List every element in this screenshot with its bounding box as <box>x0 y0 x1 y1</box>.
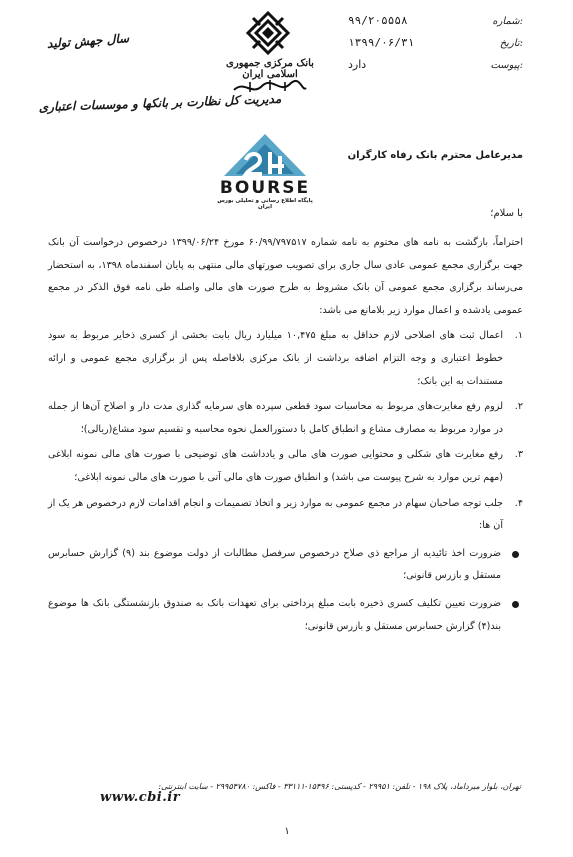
item-text: جلب توجه صاحبان سهام در مجمع عمومی به موارد زیر و اتخاذ تصمیمات و انجام اقدامات لازم درخصوص هر یک از آن ها: <box>48 497 503 532</box>
item-number: ۳. <box>514 449 523 461</box>
letter-attachment-row <box>348 58 523 80</box>
letter-attachment: دارد <box>348 58 367 71</box>
bourse-wordmark: BOURSE <box>219 178 311 198</box>
letter-body <box>48 232 523 638</box>
letter-date-row <box>348 36 523 58</box>
item-number: ۱. <box>514 330 523 342</box>
item-number: ۲. <box>514 401 523 413</box>
page-number: ۱ <box>284 826 290 837</box>
bullet-item <box>48 593 523 638</box>
item-text: رفع مغایرت های شکلی و محتوایی صورت های مالی و یادداشت های توضیحی با صورت های مالی نمونه ابلاغی (مهم ترین موارد به شرح پیوست می باشد) و انطباق صورت های مالی آتی با صورت های مالی نمونه ابلاغی؛ <box>48 449 503 483</box>
item-number: ۴. <box>514 497 523 509</box>
list-item <box>48 493 523 538</box>
letter-date-label: تاریخ: <box>499 38 523 49</box>
list-item <box>48 396 523 441</box>
year-slogan: سال جهش تولید <box>46 31 130 51</box>
letter-meta <box>348 14 523 80</box>
greeting: با سلام؛ <box>490 208 523 219</box>
list-item <box>48 444 523 489</box>
bullet-text: ضرورت تعیین تکلیف کسری ذخیره بابت مبلغ پرداختی برای تعهدات بانک به صندوق بازنشستگی بانک ها موضوع بند(۴) گزارش حسابرس مستقل و بازرس قانونی؛ <box>48 597 501 632</box>
intro-paragraph: احتراماً، بازگشت به نامه های مختوم به نامه شماره ۶۰/۹۹/۷۹۷۵۱۷ مورخ ۱۳۹۹/۰۶/۲۴ درخصوص درخواست آن بانک جهت برگزاری مجمع عمومی عادی سال جاری برای تصویب صورتهای مالی منتهی به پایان اسفندماه ۱۳۹۸، به استحضار می‌رساند برگزاری مجمع عمومی آن بانک مشروط به طرح صورت های مالی واصله طی نامه فوق الذکر در مجمع عمومی یادشده و اعمال موارد زیر بلامانع می باشد: <box>48 237 523 316</box>
item-text: اعمال ثبت های اصلاحی لازم حداقل به مبلغ ۱۰,۴۷۵ میلیارد ریال بابت بخشی از کسری ذخایر مربوط به سود خطوط اعتباری و وجه التزام اضافه برداشت از بانک مرکزی بلافاصله پس از برگزاری مجمع عمومی و ارائه مستندات به این بانک؛ <box>48 330 504 387</box>
bourse-subtitle: پایگاه اطلاع رسانی و تحلیلی بورس ایران <box>217 198 313 210</box>
item-text: لزوم رفع مغایرت‌های مربوط به محاسبات سود قطعی سپرده های سرمایه گذاری مدت دار و اصلاح آن‌ها از جمله در موارد مربوط به مصارف مشاع و انطباق کامل با دستورالعمل نحوه محاسبه و تقسیم سود مشاع(ریالی)؛ <box>48 401 503 435</box>
letter-number: ۹۹/۲۰۵۵۵۸ <box>348 14 408 27</box>
bank-name: بانک مرکزی جمهوری اسلامی ایران <box>226 58 314 80</box>
bullet-text: ضرورت اخذ تائیدیه از مراجع ذی صلاح درخصوص سرفصل مطالبات از دولت موضوع بند (۹) گزارش حسابرس مستقل و بازرس قانونی؛ <box>48 547 501 582</box>
list-item <box>48 325 523 393</box>
footer-website-link[interactable]: www.cbi.ir <box>100 790 181 805</box>
bullet-icon <box>512 551 519 558</box>
letter-date: ۱۳۹۹/۰۶/۳۱ <box>348 36 415 49</box>
department-name: مدیریت کل نظارت بر بانکها و موسسات اعتباری <box>38 91 282 115</box>
letter-number-label: شماره: <box>492 16 523 27</box>
bullet-icon <box>512 601 519 608</box>
footer-address: تهران، بلوار میرداماد، پلاک ۱۹۸ - تلفن: ۲۹۹۵۱ - کدپستی: ۱۵۴۹۶-۳۳۱۱۱ - فاکس: ۲۹۹۵۴۷۸۰ - سایت اینترنتی: <box>158 782 521 791</box>
letter-number-row <box>348 14 523 36</box>
central-bank-emblem <box>245 10 291 58</box>
letter-attachment-label: پیوست: <box>490 60 523 71</box>
bullet-item <box>48 543 523 588</box>
recipient: مدیرعامل محترم بانک رفاه کارگران <box>347 150 523 161</box>
